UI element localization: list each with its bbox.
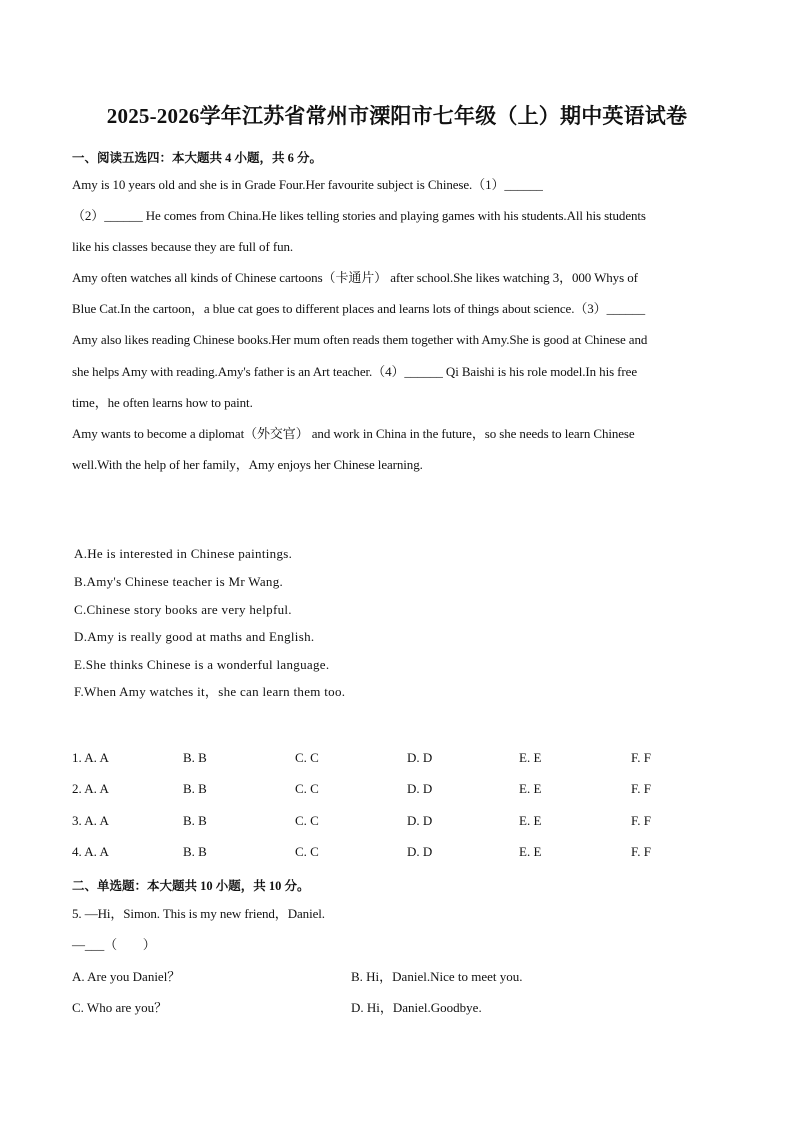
option-item-b: B.Amy's Chinese teacher is Mr Wang. [74, 574, 284, 589]
answer-choice[interactable]: F. F [631, 813, 651, 828]
answer-choice[interactable]: 4. A. A [72, 844, 109, 859]
passage-line: Amy wants to become a diplomat（外交官） and work in China in the future，so she needs to learn Chinese [72, 426, 635, 441]
answer-choice[interactable]: D. D [407, 813, 433, 828]
answer-choice[interactable]: E. E [519, 750, 542, 765]
answer-choice[interactable]: C. C [295, 750, 319, 765]
passage-line: （2）______ He comes from China.He likes telling stories and playing games with his students.All his students [72, 208, 646, 223]
passage-line: like his classes because they are full of fun. [72, 239, 294, 254]
answer-choice[interactable]: E. E [519, 844, 542, 859]
passage-line: well.With the help of her family，Amy enjoys her Chinese learning. [72, 457, 423, 472]
question-5-option-a[interactable]: A. Are you Daniel？ [72, 969, 181, 984]
question-5-blank: —___（ ） [72, 937, 156, 952]
page-title: 2025-2026学年江苏省常州市溧阳市七年级（上）期中英语试卷 [106, 104, 688, 128]
answer-choice[interactable]: C. C [295, 813, 319, 828]
answer-row-2 [72, 779, 712, 799]
answer-choice[interactable]: F. F [631, 781, 651, 796]
question-5-options-row-2 [72, 998, 712, 1018]
answer-choice[interactable]: F. F [631, 844, 651, 859]
question-5-option-d[interactable]: D. Hi，Daniel.Goodbye. [351, 1000, 482, 1015]
answer-row-1 [72, 748, 712, 768]
answer-row-3 [72, 811, 712, 831]
question-5-stem: 5. —Hi，Simon. This is my new friend，Daniel. [72, 906, 325, 921]
question-5-option-c[interactable]: C. Who are you？ [72, 1000, 168, 1015]
answer-choice[interactable]: E. E [519, 781, 542, 796]
passage-line: she helps Amy with reading.Amy's father is an Art teacher.（4）______ Qi Baishi is his role model.In his free [72, 364, 637, 379]
question-5-options-row-1 [72, 967, 712, 987]
option-item-c: C.Chinese story books are very helpful. [74, 602, 292, 617]
answer-choice[interactable]: D. D [407, 844, 433, 859]
answer-choice[interactable]: B. B [183, 813, 207, 828]
question-5-option-b[interactable]: B. Hi，Daniel.Nice to meet you. [351, 969, 523, 984]
answer-choice[interactable]: B. B [183, 844, 207, 859]
answer-choice[interactable]: D. D [407, 781, 433, 796]
option-item-f: F.When Amy watches it，she can learn them too. [74, 684, 346, 699]
answer-row-4 [72, 842, 712, 862]
passage-line: Amy also likes reading Chinese books.Her mum often reads them together with Amy.She is good at Chinese and [72, 332, 648, 347]
passage-line: Amy is 10 years old and she is in Grade Four.Her favourite subject is Chinese.（1）______ [72, 177, 543, 192]
answer-choice[interactable]: 1. A. A [72, 750, 109, 765]
answer-choice[interactable]: B. B [183, 781, 207, 796]
option-item-d: D.Amy is really good at maths and English. [74, 629, 315, 644]
section-heading-reading: 一、阅读五选四：本大题共 4 小题，共 6 分。 [72, 151, 323, 165]
answer-choice[interactable]: 2. A. A [72, 781, 109, 796]
answer-choice[interactable]: D. D [407, 750, 433, 765]
answer-choice[interactable]: C. C [295, 781, 319, 796]
answer-choice[interactable]: 3. A. A [72, 813, 109, 828]
answer-choice[interactable]: F. F [631, 750, 651, 765]
passage-line: time，he often learns how to paint. [72, 395, 253, 410]
option-item-a: A.He is interested in Chinese paintings. [74, 546, 293, 561]
answer-choice[interactable]: E. E [519, 813, 542, 828]
passage-line: Amy often watches all kinds of Chinese cartoons（卡通片） after school.She likes watching 3，000 Whys of [72, 270, 638, 285]
section-heading-single-choice: 二、单选题：本大题共 10 小题，共 10 分。 [72, 879, 310, 893]
answer-choice[interactable]: B. B [183, 750, 207, 765]
answer-choice[interactable]: C. C [295, 844, 319, 859]
option-item-e: E.She thinks Chinese is a wonderful language. [74, 657, 330, 672]
passage-line: Blue Cat.In the cartoon，a blue cat goes to different places and learns lots of things about science.（3）______ [72, 301, 645, 316]
